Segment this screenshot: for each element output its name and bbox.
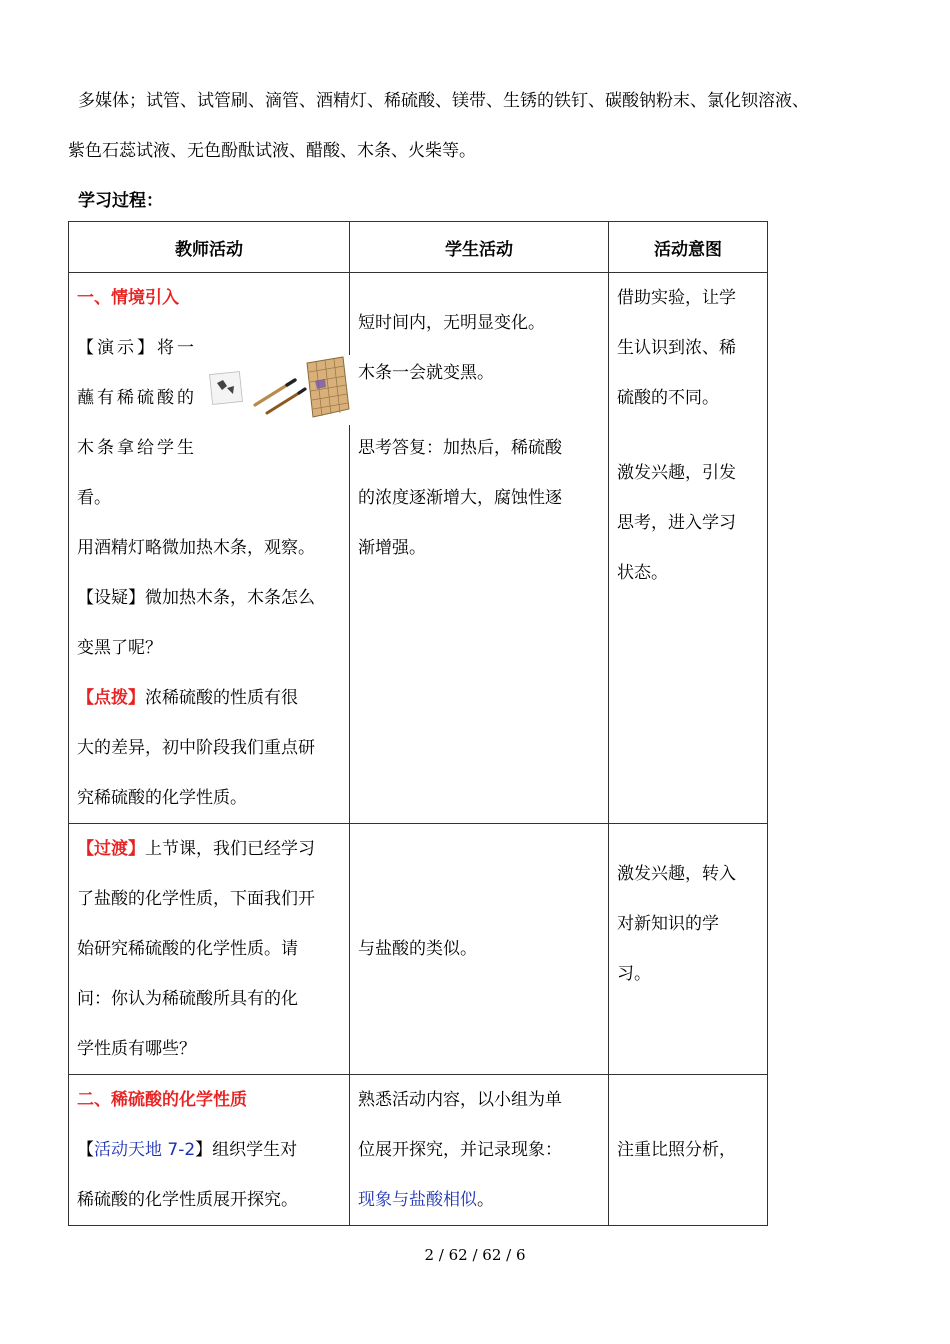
intent-line: 激发兴趣，引发 [617, 463, 736, 483]
transition-line: 始研究稀硫酸的化学性质。请 [77, 939, 298, 959]
section-heading: 学习过程： [78, 191, 163, 211]
paper-card-icon [210, 372, 243, 405]
student-line: 短时间内，无明显变化。 [358, 313, 545, 333]
intent-line: 状态。 [617, 563, 668, 583]
intent-cell [609, 273, 768, 824]
student-line: 位展开探究，并记录现象： [358, 1140, 562, 1160]
demo-line: 【演示】将一 [77, 338, 197, 358]
student-line: 的浓度逐渐增大，腐蚀性逐 [358, 488, 562, 508]
header-student-activity: 学生活动 [350, 222, 609, 273]
activity-link[interactable]: 活动天地 7-2 [94, 1140, 196, 1160]
demo-line: 木条拿给学生 [77, 438, 197, 458]
table-row [69, 1075, 768, 1226]
activity-line: 稀硫酸的化学性质展开探究。 [77, 1190, 298, 1210]
transition-line: 学性质有哪些？ [77, 1039, 196, 1059]
intent-line: 借助实验，让学 [617, 288, 736, 308]
question-line: 变黑了呢？ [77, 638, 162, 658]
table-row [69, 824, 768, 1075]
question-line: 【设疑】微加热木条，木条怎么 [77, 588, 315, 608]
transition-text: 上节课，我们已经学习 [145, 839, 315, 859]
intent-line: 习。 [617, 964, 651, 984]
phenomenon-link[interactable]: 现象与盐酸相似 [358, 1190, 477, 1210]
section-title: 一、情境引入 [77, 288, 179, 308]
transition-line: 问：你认为稀硫酸所具有的化 [77, 989, 298, 1009]
demo-line: 蘸有稀硫酸的 [77, 388, 197, 408]
activity-text: 组织学生对 [212, 1140, 298, 1160]
table-row [69, 273, 768, 824]
period: 。 [477, 1190, 494, 1210]
experiment-illustration [207, 355, 350, 425]
table-header-row [69, 222, 768, 273]
student-line: 与盐酸的类似。 [358, 939, 477, 959]
lesson-table [68, 221, 768, 1226]
materials-line-1: 多媒体；试管、试管刷、滴管、酒精灯、稀硫酸、镁带、生锈的铁钉、碳酸钠粉末、氯化钡溶液、 [78, 91, 809, 111]
header-activity-intent: 活动意图 [609, 222, 768, 273]
intent-line: 注重比照分析， [617, 1140, 736, 1160]
hint-line: 究稀硫酸的化学性质。 [77, 788, 247, 808]
section-title: 二、稀硫酸的化学性质 [77, 1090, 247, 1110]
intent-line: 生认识到浓、稀 [617, 338, 736, 358]
student-line: 木条一会就变黑。 [358, 363, 494, 383]
student-line: 熟悉活动内容，以小组为单 [358, 1090, 562, 1110]
demo-line: 看。 [77, 488, 111, 508]
student-cell [350, 824, 609, 1075]
teacher-cell [69, 1075, 350, 1226]
teacher-cell [69, 824, 350, 1075]
intent-line: 对新知识的学 [617, 914, 719, 934]
hint-tag: 【点拨】 [77, 688, 145, 708]
materials-line-2: 紫色石蕊试液、无色酚酞试液、醋酸、木条、火柴等。 [68, 141, 476, 161]
bracket-open: 【 [77, 1140, 94, 1160]
intent-line: 激发兴趣，转入 [617, 864, 736, 884]
student-cell [350, 1075, 609, 1226]
student-cell [350, 273, 609, 824]
intent-cell [609, 1075, 768, 1226]
hint-line: 大的差异，初中阶段我们重点研 [77, 738, 315, 758]
intent-line: 思考，进入学习 [617, 513, 736, 533]
transition-tag: 【过渡】 [77, 839, 145, 859]
bracket-close: 】 [195, 1140, 213, 1160]
header-teacher-activity: 教师活动 [69, 222, 350, 273]
student-line: 渐增强。 [358, 538, 426, 558]
heat-line: 用酒精灯略微加热木条，观察。 [77, 538, 315, 558]
transition-line: 了盐酸的化学性质，下面我们开 [77, 889, 315, 909]
student-line: 思考答复：加热后，稀硫酸 [358, 438, 562, 458]
hint-text: 浓稀硫酸的性质有很 [145, 688, 298, 708]
intent-line: 硫酸的不同。 [617, 388, 719, 408]
intent-cell [609, 824, 768, 1075]
brick-grid-icon [307, 357, 349, 417]
page-footer: 2 / 62 / 62 / 6 [424, 1246, 526, 1264]
